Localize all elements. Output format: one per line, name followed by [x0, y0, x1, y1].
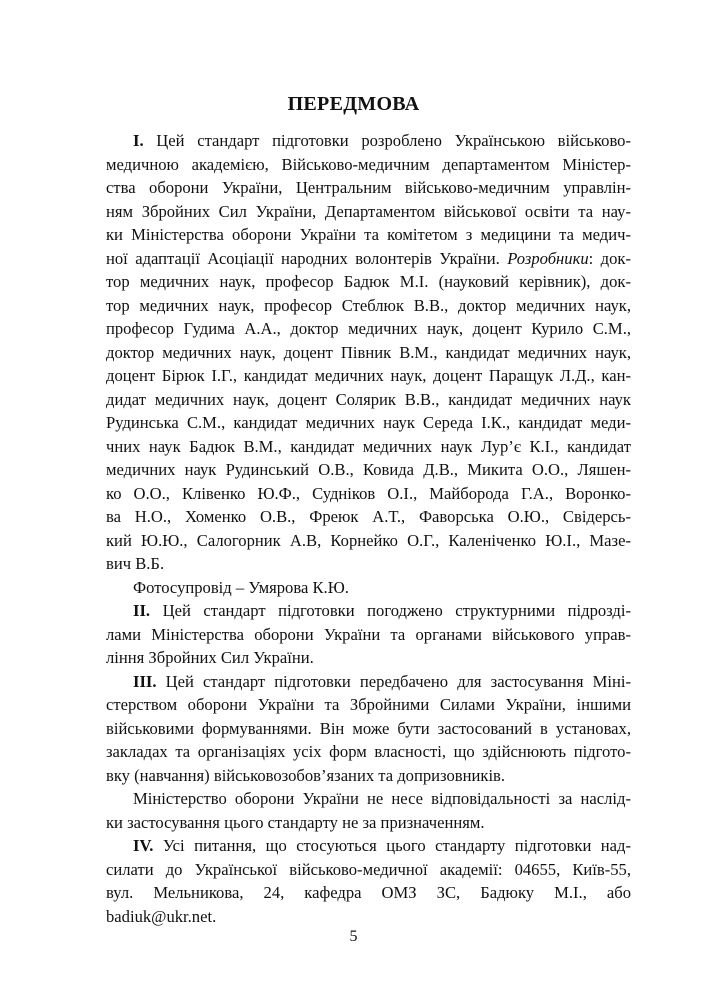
- text-line: [106, 458, 631, 482]
- text-line: [106, 529, 631, 553]
- text-line: [106, 693, 631, 717]
- text-line: [106, 176, 631, 200]
- text-line: [106, 411, 631, 435]
- line-text: Фотосупровід – Умярова К.Ю.: [133, 577, 349, 597]
- line-text: медичною академією, Військово-медичним департаментом Міністер-: [106, 154, 631, 174]
- text-line: [106, 388, 631, 412]
- line-text: тор медичних наук, професор Стеблюк В.В., доктор медичних наук,: [106, 295, 631, 315]
- line-text: Усі питання, що стосуються цього стандарту підготовки над-: [153, 836, 631, 855]
- line-text: закладах та організаціях усіх форм власності, що здійснюють підгото-: [106, 742, 631, 761]
- line-text: вул. Мельникова, 24, кафедра ОМЗ ЗС, Бадюку М.І., або: [106, 883, 631, 902]
- line-text: ко О.О., Клівенко Ю.Ф., Судніков О.І., Майборода Г.А., Воронко-: [106, 483, 631, 503]
- text-line: [106, 223, 631, 247]
- line-text: чних наук Бадюк В.М., кандидат медичних наук Лур’є К.І., кандидат: [106, 436, 631, 456]
- text-line: [106, 247, 631, 271]
- text-line: [106, 905, 631, 929]
- text-line: [106, 153, 631, 177]
- line-text: стерством оборони України та Збройними Силами України, іншими: [106, 695, 631, 714]
- section-marker: III.: [133, 671, 157, 691]
- text-line: [106, 623, 631, 647]
- line-text: лами Міністерства оборони України та органами військового управ-: [106, 624, 631, 644]
- line-text: Міністерство оборони України не несе відповідальності за наслід-: [133, 789, 631, 808]
- line-text: ління Збройних Сил України.: [106, 648, 314, 667]
- line-text: професор Гудима А.А., доктор медичних наук, доцент Курило С.М.,: [106, 319, 631, 338]
- text-line: [106, 317, 631, 341]
- line-text: Цей стандарт підготовки погоджено структурними підрозді-: [150, 601, 631, 620]
- text-line: [106, 599, 631, 623]
- text-line: [106, 576, 631, 600]
- line-text: військовими формуваннями. Він може бути застосований в установах,: [106, 718, 631, 738]
- text-line: [106, 341, 631, 365]
- line-text: доцент Бірюк І.Г., кандидат медичних наук, доцент Паращук Л.Д., кан-: [106, 366, 631, 385]
- line-text: ки застосування цього стандарту не за призначенням.: [106, 812, 485, 832]
- section-marker: IV.: [133, 836, 154, 855]
- line-text: ної адаптації Асоціації народних волонтерів України.: [106, 248, 508, 268]
- text-line: [106, 482, 631, 506]
- line-text: badiuk@ukr.net.: [106, 906, 217, 926]
- text-line: [106, 435, 631, 459]
- text-line: [106, 740, 631, 764]
- text-line: [106, 881, 631, 905]
- text-line: [106, 505, 631, 529]
- text-line: [106, 834, 631, 858]
- line-text: дидат медичних наук, доцент Солярик В.В., кандидат медичних наук: [106, 389, 631, 409]
- line-text: Цей стандарт підготовки розроблено Українською військово-: [143, 131, 631, 150]
- line-text: доктор медичних наук, доцент Півник В.М., кандидат медичних наук,: [106, 342, 631, 362]
- text-line: [106, 364, 631, 388]
- line-text: ням Збройних Сил України, Департаментом військової освіти та нау-: [106, 201, 631, 221]
- italic-text: Розробники: [507, 248, 589, 268]
- text-line: [106, 858, 631, 882]
- preface-body: [106, 129, 631, 928]
- text-line: [106, 294, 631, 318]
- text-line: [106, 270, 631, 294]
- line-text: ки Міністерства оборони України та комітетом з медицини та медич-: [106, 225, 631, 244]
- line-text: Цей стандарт підготовки передбачено для застосування Міні-: [156, 671, 631, 691]
- text-line: [106, 646, 631, 670]
- text-line: [106, 764, 631, 788]
- text-line: [106, 552, 631, 576]
- section-marker: II.: [133, 601, 151, 620]
- line-text: силати до Української військово-медичної академії: 04655, Київ-55,: [106, 859, 631, 879]
- line-text: тор медичних наук, професор Бадюк М.І. (науковий керівник), док-: [106, 272, 631, 291]
- section-marker: I.: [133, 131, 144, 150]
- line-text: вич В.Б.: [106, 554, 165, 573]
- text-line: [106, 787, 631, 811]
- line-text: вку (навчання) військовозобов’язаних та допризовників.: [106, 765, 506, 785]
- line-text: ства оборони України, Центральним військово-медичним управлін-: [106, 178, 631, 197]
- text-line: [106, 670, 631, 694]
- text-line: [106, 717, 631, 741]
- line-text: Рудинська С.М., кандидат медичних наук Середа І.К., кандидат меди-: [106, 413, 631, 432]
- line-text-after: : док-: [588, 248, 631, 268]
- line-text: медичних наук Рудинський О.В., Ковида Д.В., Микита О.О., Ляшен-: [106, 460, 631, 479]
- text-line: [106, 200, 631, 224]
- page-title: ПЕРЕДМОВА: [287, 93, 420, 115]
- text-line: [106, 811, 631, 835]
- line-text: кий Ю.Ю., Салогорник А.В, Корнейко О.Г., Каленіченко Ю.І., Мазе-: [106, 530, 631, 550]
- line-text: ва Н.О., Хоменко О.В., Фреюк А.Т., Фаворська О.Ю., Свідерсь-: [106, 507, 631, 526]
- text-line: [106, 129, 631, 153]
- page-number: 5: [349, 928, 358, 945]
